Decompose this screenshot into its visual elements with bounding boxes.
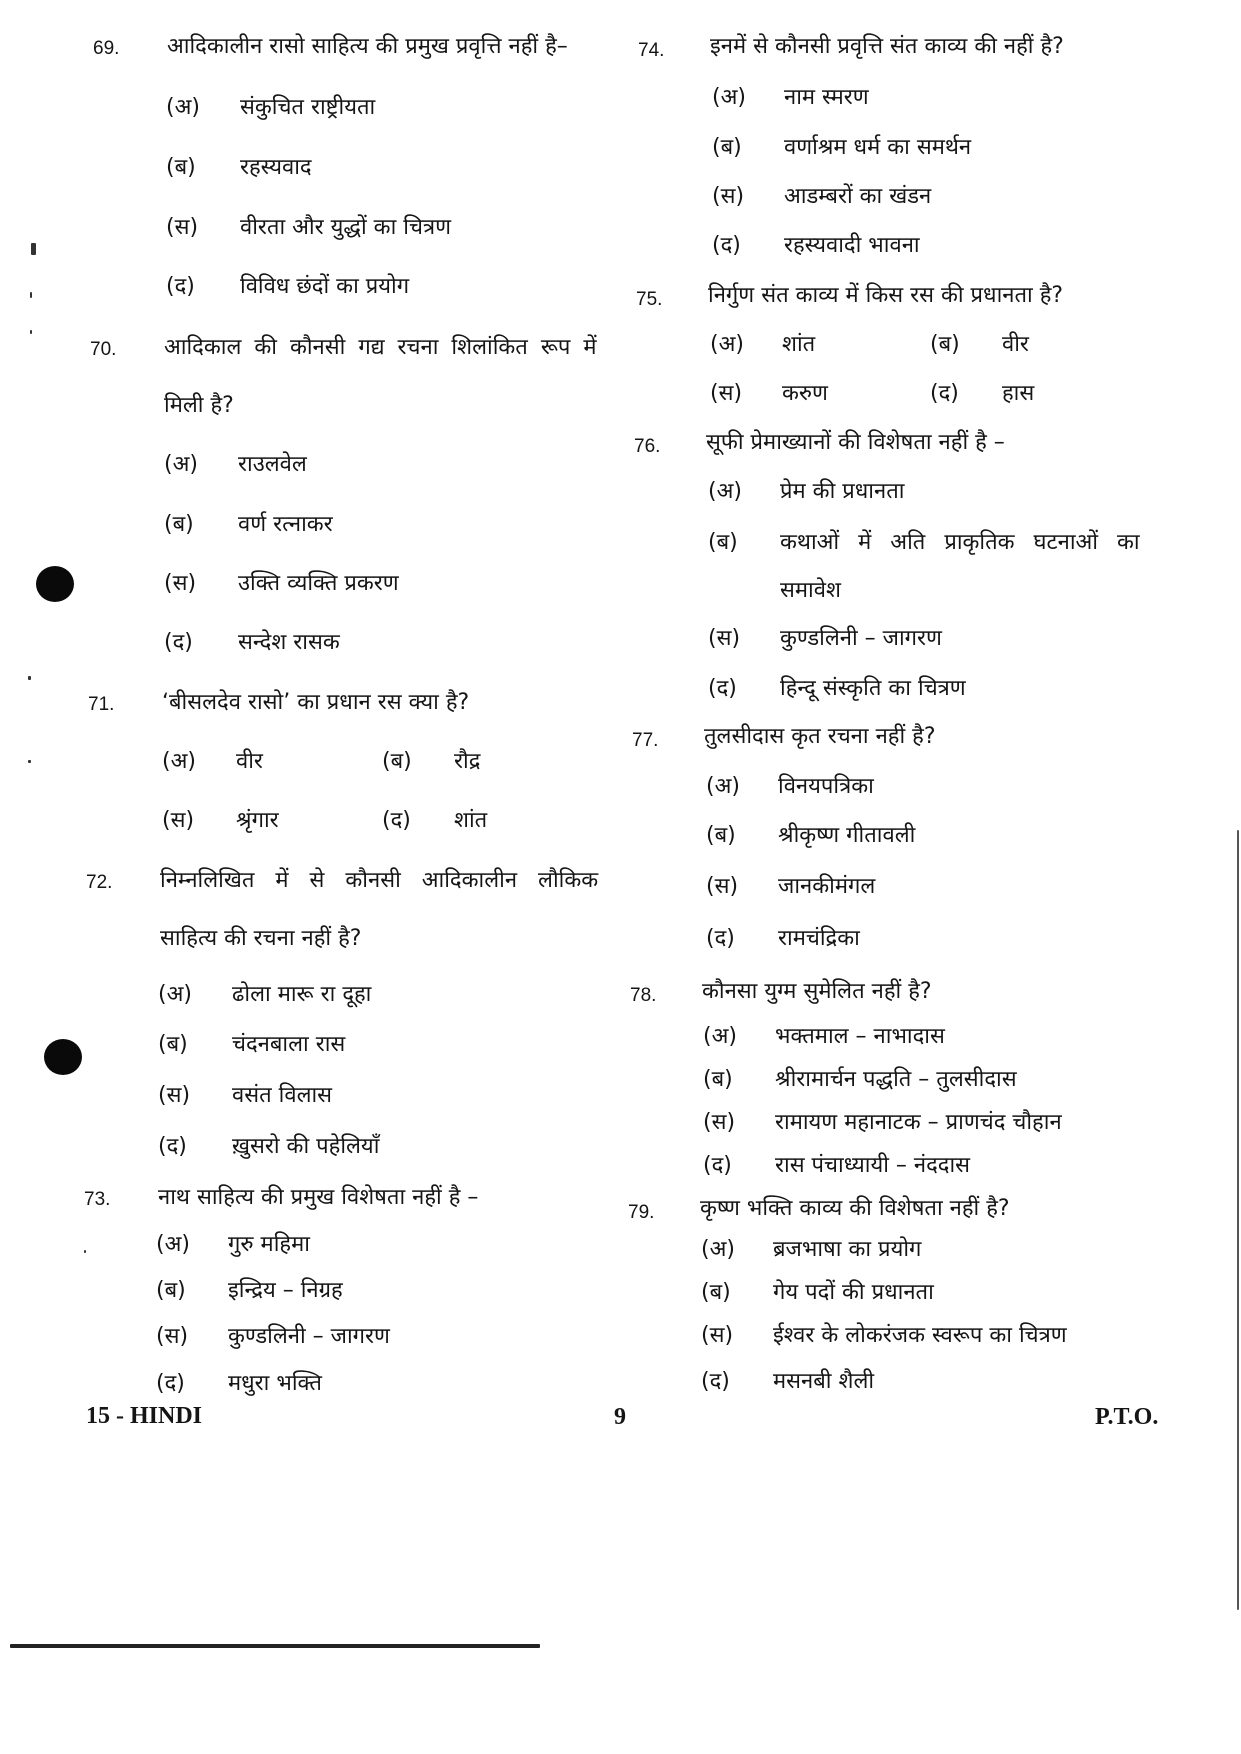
option-label: (अ): [703, 1024, 737, 1049]
question-number: 69.: [93, 38, 120, 59]
option-label: (अ): [162, 749, 196, 774]
punch-hole-mark: [44, 1039, 82, 1075]
option-text: गेय पदों की प्रधानता: [773, 1280, 934, 1305]
scan-speck: [28, 676, 31, 680]
question-text: सूफी प्रेमाख्यानों की विशेषता नहीं है –: [706, 430, 1005, 455]
question-text-continued: साहित्य की रचना नहीं है?: [160, 926, 362, 951]
option-label: (द): [164, 630, 193, 655]
option-label: (अ): [708, 479, 742, 504]
option-label: (द): [703, 1153, 732, 1178]
option-text: रहस्यवादी भावना: [784, 233, 920, 258]
option-text: राउलवेल: [238, 452, 307, 477]
option-label: (द): [382, 808, 411, 833]
option-text: हास: [1002, 381, 1035, 406]
option-label: (ब): [158, 1032, 188, 1057]
scan-speck: [28, 760, 31, 763]
option-label: (स): [162, 808, 195, 833]
question-number: 70.: [90, 339, 117, 360]
option-label: (स): [158, 1083, 191, 1108]
option-text: विविध छंदों का प्रयोग: [240, 274, 410, 299]
option-text-continued: समावेश: [780, 578, 841, 603]
option-label: (स): [164, 571, 197, 596]
option-text: वीरता और युद्धों का चित्रण: [240, 215, 451, 240]
option-text: चंदनबाला रास: [232, 1032, 346, 1057]
option-label: (स): [166, 215, 199, 240]
option-text: शांत: [454, 808, 488, 833]
option-label: (स): [701, 1323, 734, 1348]
option-label: (अ): [712, 85, 746, 110]
footer-pto: P.T.O.: [1095, 1404, 1159, 1430]
question-number: 74.: [638, 40, 665, 61]
option-label: (स): [706, 874, 739, 899]
option-text: वर्ण रत्नाकर: [238, 512, 333, 537]
question-text: निर्गुण संत काव्य में किस रस की प्रधानता है?: [708, 283, 1064, 308]
option-text: कुण्डलिनी – जागरण: [228, 1324, 390, 1349]
option-label: (द): [712, 233, 741, 258]
question-text: निम्नलिखित में से कौनसी आदिकालीन लौकिक: [160, 868, 599, 893]
option-text: जानकीमंगल: [778, 874, 876, 899]
option-text: भक्तमाल – नाभादास: [775, 1024, 945, 1049]
question-number: 73.: [84, 1189, 111, 1210]
option-text: वर्णाश्रम धर्म का समर्थन: [784, 135, 972, 160]
option-label: (अ): [158, 982, 192, 1007]
question-text: ‘बीसलदेव रासो’ का प्रधान रस क्या है?: [162, 690, 470, 715]
option-text: रास पंचाध्यायी – नंददास: [775, 1153, 971, 1178]
option-text: करुण: [782, 381, 828, 406]
question-text: कौनसा युग्म सुमेलित नहीं है?: [702, 979, 932, 1004]
option-label: (द): [166, 274, 195, 299]
option-label: (स): [156, 1324, 189, 1349]
option-label: (द): [708, 676, 737, 701]
option-label: (द): [930, 381, 959, 406]
option-text: विनयपत्रिका: [778, 774, 874, 799]
option-text: वीर: [236, 749, 263, 774]
option-text: श्रीकृष्ण गीतावली: [778, 823, 916, 848]
option-text: शांत: [782, 332, 816, 357]
question-text: कृष्ण भक्ति काव्य की विशेषता नहीं है?: [700, 1196, 1010, 1221]
option-label: (द): [156, 1371, 185, 1396]
option-label: (अ): [166, 95, 200, 120]
option-text: हिन्दू संस्कृति का चित्रण: [780, 676, 966, 701]
option-text: वीर: [1002, 332, 1029, 357]
scan-speck: [30, 292, 32, 298]
option-text: ख़ुसरो की पहेलियाँ: [232, 1134, 380, 1159]
option-text: कुण्डलिनी – जागरण: [780, 626, 942, 651]
option-text: श्रीरामार्चन पद्धति – तुलसीदास: [775, 1067, 1017, 1092]
option-label: (अ): [710, 332, 744, 357]
option-text: इन्द्रिय – निग्रह: [228, 1278, 343, 1303]
option-label: (ब): [706, 823, 736, 848]
footer-paper-code: 15 - HINDI: [86, 1403, 203, 1429]
option-label: (ब): [930, 332, 960, 357]
footer-page-number: 9: [614, 1404, 626, 1430]
question-number: 75.: [636, 289, 663, 310]
question-number: 77.: [632, 730, 659, 751]
option-label: (स): [710, 381, 743, 406]
option-text: प्रेम की प्रधानता: [780, 479, 905, 504]
question-number: 71.: [88, 694, 115, 715]
question-number: 78.: [630, 985, 657, 1006]
option-text: ईश्वर के लोकरंजक स्वरूप का चित्रण: [773, 1323, 1067, 1348]
option-text: गुरु महिमा: [228, 1232, 310, 1257]
option-label: (अ): [706, 774, 740, 799]
option-label: (अ): [164, 452, 198, 477]
option-text: मधुरा भक्ति: [228, 1371, 322, 1396]
question-text-continued: मिली है?: [164, 393, 234, 418]
option-text: उक्ति व्यक्ति प्रकरण: [238, 571, 399, 596]
option-label: (ब): [382, 749, 412, 774]
question-text: नाथ साहित्य की प्रमुख विशेषता नहीं है –: [158, 1185, 479, 1210]
question-number: 79.: [628, 1202, 655, 1223]
option-text: सन्देश रासक: [238, 630, 340, 655]
option-text: श्रृंगार: [236, 808, 279, 833]
option-label: (ब): [156, 1278, 186, 1303]
option-label: (द): [706, 926, 735, 951]
option-text: रामचंद्रिका: [778, 926, 860, 951]
option-label: (ब): [164, 512, 194, 537]
question-number: 76.: [634, 436, 661, 457]
option-text: कथाओं में अति प्राकृतिक घटनाओं का: [780, 530, 1140, 555]
scan-edge-line: [1237, 830, 1239, 1610]
question-text: तुलसीदास कृत रचना नहीं है?: [704, 724, 936, 749]
option-label: (स): [703, 1110, 736, 1135]
option-label: (अ): [701, 1237, 735, 1262]
option-text: ब्रजभाषा का प्रयोग: [773, 1237, 922, 1262]
option-label: (स): [712, 184, 745, 209]
option-text: रहस्यवाद: [240, 155, 312, 180]
question-number: 72.: [86, 872, 113, 893]
scan-bottom-rule: [10, 1644, 540, 1648]
option-label: (द): [158, 1134, 187, 1159]
option-label: (ब): [701, 1280, 731, 1305]
option-label: (द): [701, 1369, 730, 1394]
option-text: मसनबी शैली: [773, 1369, 875, 1394]
scan-speck: [30, 330, 32, 334]
option-label: (ब): [166, 155, 196, 180]
option-text: ढोला मारू रा दूहा: [232, 982, 372, 1007]
option-text: संकुचित राष्ट्रीयता: [240, 95, 376, 120]
option-text: नाम स्मरण: [784, 85, 869, 110]
scan-speck: [31, 243, 36, 255]
punch-hole-mark: [36, 566, 74, 602]
scan-speck: [84, 1250, 86, 1253]
option-label: (स): [708, 626, 741, 651]
option-label: (ब): [708, 530, 738, 555]
question-text: इनमें से कौनसी प्रवृत्ति संत काव्य की नहीं है?: [710, 34, 1064, 59]
option-text: रौद्र: [454, 749, 481, 774]
question-text: आदिकाल की कौनसी गद्य रचना शिलांकित रूप में: [164, 335, 597, 360]
question-text: आदिकालीन रासो साहित्य की प्रमुख प्रवृत्ति नहीं है–: [167, 34, 568, 59]
option-label: (ब): [703, 1067, 733, 1092]
option-label: (ब): [712, 135, 742, 160]
option-label: (अ): [156, 1232, 190, 1257]
option-text: आडम्बरों का खंडन: [784, 184, 932, 209]
option-text: रामायण महानाटक – प्राणचंद चौहान: [775, 1110, 1062, 1135]
option-text: वसंत विलास: [232, 1083, 333, 1108]
